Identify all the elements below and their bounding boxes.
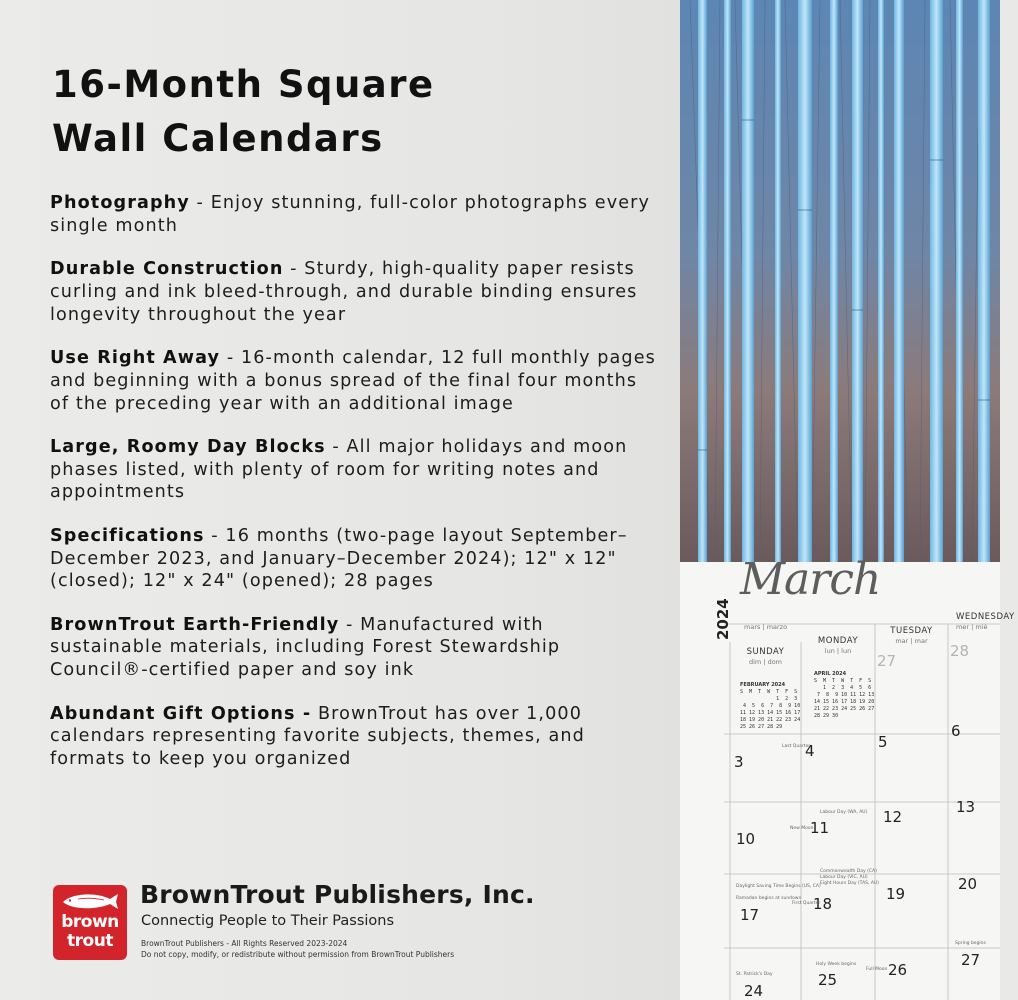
page-title [52, 58, 652, 166]
year-label: 2024 [714, 598, 732, 640]
feature-separator: - [283, 259, 305, 280]
feature-text: Enjoy stunning, full-color photographs every single month [50, 193, 651, 236]
feature-text: 16-month calendar, 12 full monthly pages and beginning with a bonus spread of the final four months of the preceding year with an additional image [50, 347, 656, 414]
day-header-sunday [730, 647, 801, 666]
mini-calendar-title: APRIL 2024 [814, 671, 847, 677]
date-cell: 26 [888, 961, 908, 979]
date-cell: 13 [956, 798, 976, 816]
feature-text: 16 months (two-page layout September–December 2023, and January–December 2024); 12" x 12" (closed); 12" x 24" (opened); 28 pages [50, 525, 628, 592]
feature-name: Specifications [50, 525, 205, 546]
date-cell: 17 [740, 906, 760, 924]
logo-text [53, 913, 127, 951]
event-note: Labour Day (VIC, AU) [820, 875, 868, 880]
day-translation: dim | dom [748, 658, 783, 666]
feature-name: Large, Roomy Day Blocks [50, 436, 326, 457]
logo-brown: brown [61, 912, 119, 932]
feature-name: BrownTrout Earth-Friendly [50, 614, 340, 635]
feature-text: BrownTrout has over 1,000 calendars representing favorite subjects, themes, and formats to keep you organized [50, 703, 585, 770]
birch-forest-photo [680, 0, 1000, 562]
feature-use-right-away [50, 347, 660, 415]
date-cell: 6 [951, 722, 961, 740]
feature-separator: - [189, 193, 211, 213]
month-translation: mars | marzo [744, 623, 788, 631]
date-cell: 19 [886, 885, 906, 903]
rights-line-2: Do not copy, modify, or redistribute without permission from BrownTrout Publishers [141, 950, 455, 959]
feature-photography [50, 192, 660, 238]
publisher-tagline: Connectig People to Their Passions [141, 913, 395, 929]
calendar-preview [680, 0, 1015, 1000]
event-note: Commonwealth Day (CA) [820, 869, 877, 874]
feature-specifications [50, 525, 660, 593]
day-name: SUNDAY [746, 647, 785, 657]
feature-earth-friendly [50, 614, 660, 682]
feature-durable-construction [50, 258, 660, 326]
trout-fish-icon [60, 890, 120, 912]
date-cell: 3 [734, 753, 744, 771]
mini-calendar-dates: S M T W T F S 1 2 3 4 5 6 7 8 9 10 11 12 13 14 15 16 17 18 19 20 21 22 23 24 25 26 27 28 29 30 [814, 678, 875, 719]
feature-separator: - [204, 525, 226, 546]
date-cell: 10 [736, 830, 756, 848]
mini-calendar-february [740, 682, 800, 731]
event-note: Labour Day (WA, AU) [820, 810, 868, 815]
event-note: First Quarter [792, 901, 821, 906]
feature-separator [311, 704, 318, 724]
date-cell: 4 [805, 742, 815, 760]
feature-list [50, 192, 660, 791]
publisher-name: BrownTrout Publishers, Inc. [140, 880, 535, 909]
feature-name: Durable Construction [50, 259, 284, 280]
date-cell: 25 [818, 971, 838, 989]
feature-day-blocks [50, 436, 660, 504]
event-note: Ramadan begins at sundown [736, 896, 802, 901]
date-cell: 20 [958, 875, 978, 893]
publisher-block [52, 880, 652, 990]
feature-text: Manufactured with sustainable materials, including Forest Stewardship Council®-certified paper and soy ink [50, 614, 561, 681]
date-faded-28: 28 [950, 642, 970, 660]
feature-text: Sturdy, high-quality paper resists curling and ink bleed-through, and durable binding ensures longevity throughout the year [50, 259, 638, 325]
date-cell: 18 [813, 895, 833, 913]
event-note: Daylight Saving Time Begins (US, CA) [736, 884, 821, 889]
day-header-tuesday [875, 626, 948, 645]
day-header-monday [801, 636, 875, 655]
feature-text: All major holidays and moon phases listed, with plenty of room for writing notes and appointments [50, 436, 628, 503]
feature-separator: - [325, 436, 347, 457]
event-note: St. Patrick's Day [736, 972, 773, 977]
title-line-2: Wall Calendars [52, 117, 384, 160]
browntrout-logo [53, 885, 127, 960]
mini-calendar-title: FEBRUARY 2024 [740, 682, 786, 688]
feature-name: Use Right Away [50, 347, 221, 368]
event-note: Spring begins [955, 941, 986, 946]
day-header-wednesday [948, 612, 1018, 631]
feature-name: Abundant Gift Options - [50, 703, 312, 724]
day-name: WEDNESDAY [956, 612, 1015, 622]
event-note: Full Moon [866, 967, 888, 972]
day-translation: mer | mié [956, 623, 988, 631]
date-cell: 12 [883, 808, 903, 826]
rights-line-1: BrownTrout Publishers - All Rights Reserved 2023-2024 [141, 939, 348, 948]
event-note: Last Quarter [782, 744, 811, 749]
event-note: New Moon [790, 826, 814, 831]
date-cell: 24 [744, 982, 764, 1000]
title-line-1: 16-Month Square [52, 63, 435, 106]
mini-calendar-april [814, 671, 874, 720]
day-name: MONDAY [817, 636, 859, 646]
copyright-notice [141, 938, 454, 960]
event-note: Holy Week begins [816, 962, 857, 967]
date-faded-27: 27 [877, 652, 897, 670]
feature-separator: - [339, 614, 361, 635]
day-name: TUESDAY [890, 626, 933, 636]
date-cell: 27 [961, 951, 981, 969]
feature-separator: - [220, 347, 241, 368]
mini-calendar-dates: S M T W T F S 1 2 3 4 5 6 7 8 9 10 11 12 13 14 15 16 17 18 19 20 21 22 23 24 25 26 27 28 29 [740, 689, 801, 730]
date-cell: 5 [878, 733, 888, 751]
day-translation: mar | mar [895, 637, 928, 645]
date-cell: 11 [810, 819, 830, 837]
day-translation: lun | lun [824, 647, 852, 655]
month-title: March [740, 554, 881, 605]
feature-gift-options [50, 703, 660, 771]
feature-name: Photography [50, 193, 190, 213]
logo-trout: trout [67, 931, 113, 951]
event-note: Eight Hours Day (TAS, AU) [820, 881, 880, 886]
